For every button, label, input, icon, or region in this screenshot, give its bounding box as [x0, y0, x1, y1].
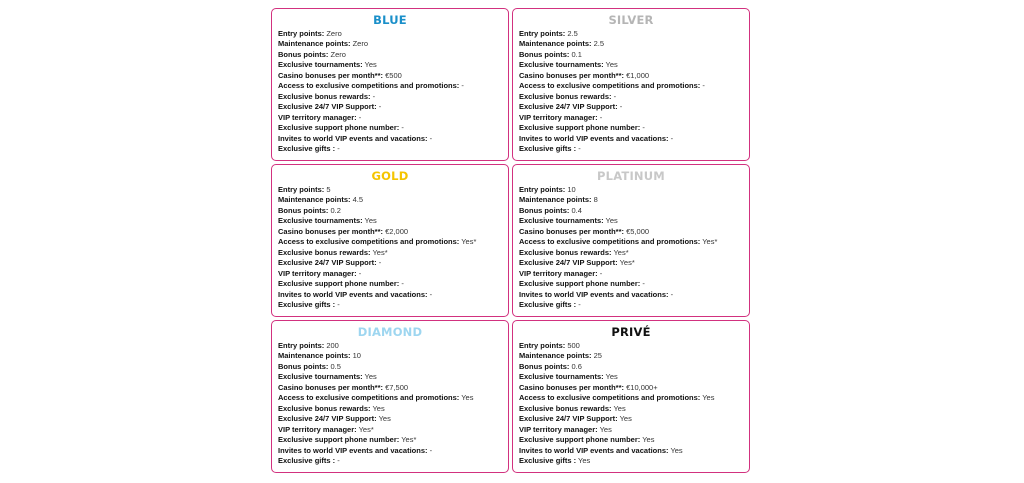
feature-value: -	[640, 279, 645, 289]
feature-label: Maintenance points:	[278, 195, 351, 205]
tier-features	[519, 29, 743, 154]
feature-value: -	[427, 133, 433, 143]
feature-row	[519, 50, 743, 60]
feature-value: -	[700, 81, 705, 91]
feature-row	[519, 269, 743, 279]
feature-value: 0.5	[328, 361, 341, 371]
feature-row	[278, 195, 502, 205]
feature-label: Entry points:	[278, 341, 325, 350]
feature-value: Yes	[576, 455, 591, 465]
feature-value: -	[356, 112, 362, 122]
feature-value: Yes	[370, 403, 385, 413]
feature-value: 0.2	[328, 205, 341, 215]
feature-label: Exclusive support phone number:	[519, 435, 641, 445]
feature-label: Exclusive bonus rewards:	[278, 91, 371, 101]
feature-label: Exclusive gifts :	[278, 455, 336, 465]
tier-features	[278, 185, 502, 310]
feature-row	[519, 81, 743, 91]
feature-label: Entry points:	[278, 29, 325, 38]
feature-row	[278, 123, 502, 133]
feature-label: VIP territory manager:	[278, 268, 357, 278]
feature-value: Yes	[603, 60, 618, 70]
feature-row	[519, 456, 743, 466]
feature-value: -	[459, 81, 464, 91]
feature-value: Yes	[603, 216, 618, 226]
feature-value: -	[597, 112, 603, 122]
feature-value: Yes	[611, 403, 626, 413]
feature-value: Yes*	[700, 237, 718, 247]
vip-tier-grid	[271, 8, 750, 473]
feature-row	[519, 300, 743, 310]
feature-label: Bonus points:	[278, 49, 329, 59]
feature-value: Yes	[640, 435, 655, 445]
feature-row	[278, 134, 502, 144]
feature-label: Exclusive bonus rewards:	[519, 247, 612, 257]
feature-label: Exclusive support phone number:	[278, 279, 400, 289]
tier-card-gold	[271, 164, 509, 317]
feature-row	[278, 248, 502, 258]
feature-label: Exclusive support phone number:	[519, 279, 641, 289]
feature-row	[278, 383, 502, 393]
feature-row	[519, 237, 743, 247]
feature-label: Casino bonuses per month**:	[519, 382, 625, 392]
feature-label: Maintenance points:	[278, 39, 351, 49]
feature-value: 8	[591, 195, 598, 205]
feature-row	[519, 351, 743, 361]
feature-row	[519, 113, 743, 123]
feature-label: Invites to world VIP events and vacations:	[519, 133, 669, 143]
feature-row	[519, 372, 743, 382]
feature-label: Invites to world VIP events and vacations:	[519, 445, 669, 455]
tier-title: PRIVÉ	[611, 325, 651, 339]
feature-label: Entry points:	[278, 185, 325, 194]
feature-value: 0.6	[569, 361, 582, 371]
feature-label: Exclusive tournaments:	[278, 216, 363, 226]
feature-value: Yes*	[617, 258, 635, 268]
feature-row	[278, 216, 502, 226]
feature-row	[278, 81, 502, 91]
feature-label: Bonus points:	[278, 361, 329, 371]
tier-title: PLATINUM	[597, 169, 665, 183]
feature-label: Exclusive tournaments:	[519, 60, 604, 70]
feature-value: -	[376, 102, 382, 112]
feature-label: Access to exclusive competitions and promotions:	[519, 81, 701, 91]
feature-label: Access to exclusive competitions and promotions:	[278, 393, 460, 403]
feature-label: Entry points:	[519, 185, 566, 194]
feature-row	[278, 300, 502, 310]
feature-value: -	[597, 268, 603, 278]
feature-value: Yes	[700, 393, 715, 403]
feature-value: 25	[591, 351, 602, 361]
feature-value: Yes	[617, 414, 632, 424]
feature-label: Exclusive bonus rewards:	[519, 403, 612, 413]
feature-value: €10,000+	[624, 382, 658, 392]
feature-row	[278, 456, 502, 466]
feature-label: Exclusive bonus rewards:	[278, 403, 371, 413]
feature-label: Bonus points:	[278, 205, 329, 215]
feature-row	[519, 206, 743, 216]
feature-row	[278, 446, 502, 456]
feature-label: Exclusive bonus rewards:	[519, 91, 612, 101]
feature-label: Exclusive 24/7 VIP Support:	[519, 102, 618, 112]
feature-label: Exclusive gifts :	[278, 143, 336, 153]
feature-label: Invites to world VIP events and vacations:	[278, 289, 428, 299]
feature-label: Exclusive tournaments:	[519, 216, 604, 226]
feature-row	[278, 227, 502, 237]
feature-label: Maintenance points:	[278, 351, 351, 361]
feature-label: Exclusive 24/7 VIP Support:	[519, 258, 618, 268]
feature-label: Exclusive tournaments:	[519, 372, 604, 382]
feature-value: €500	[383, 70, 402, 80]
tier-card-blue	[271, 8, 509, 161]
feature-row	[278, 279, 502, 289]
feature-label: Exclusive gifts :	[519, 143, 577, 153]
feature-value: -	[617, 102, 623, 112]
feature-row	[519, 258, 743, 268]
feature-value: -	[576, 299, 581, 309]
feature-row	[278, 290, 502, 300]
feature-value: -	[335, 299, 340, 309]
feature-label: Bonus points:	[519, 361, 570, 371]
feature-label: Access to exclusive competitions and promotions:	[519, 237, 701, 247]
feature-label: Maintenance points:	[519, 351, 592, 361]
feature-value: 4.5	[350, 195, 364, 205]
feature-value: 5	[324, 185, 331, 194]
feature-value: Zero	[328, 49, 346, 59]
feature-label: Casino bonuses per month**:	[278, 382, 384, 392]
feature-value: Yes*	[370, 247, 388, 257]
feature-label: Exclusive 24/7 VIP Support:	[519, 414, 618, 424]
feature-label: Maintenance points:	[519, 195, 592, 205]
feature-value: -	[335, 455, 340, 465]
feature-row	[519, 435, 743, 445]
feature-value: 10	[350, 351, 361, 361]
feature-label: VIP territory manager:	[278, 424, 357, 434]
feature-value: 200	[324, 341, 339, 350]
feature-value: Zero	[350, 39, 369, 49]
feature-value: €7,500	[383, 382, 409, 392]
feature-label: Exclusive 24/7 VIP Support:	[278, 414, 377, 424]
feature-value: -	[611, 91, 617, 101]
feature-label: Entry points:	[519, 29, 566, 38]
feature-label: Casino bonuses per month**:	[278, 226, 384, 236]
feature-row	[278, 341, 502, 351]
feature-label: Access to exclusive competitions and promotions:	[278, 81, 460, 91]
feature-label: Casino bonuses per month**:	[519, 226, 625, 236]
feature-row	[278, 258, 502, 268]
feature-row	[519, 446, 743, 456]
feature-row	[278, 29, 502, 39]
feature-value: 500	[565, 341, 580, 350]
feature-value: 10	[565, 185, 576, 194]
feature-row	[519, 279, 743, 289]
feature-value: Yes	[362, 372, 377, 382]
feature-row	[519, 425, 743, 435]
feature-row	[278, 372, 502, 382]
feature-label: Exclusive support phone number:	[278, 435, 400, 445]
feature-value: Yes	[376, 414, 391, 424]
feature-value: €2,000	[383, 226, 409, 236]
feature-value: Yes*	[459, 237, 477, 247]
tier-features	[519, 341, 743, 466]
feature-value: -	[668, 289, 674, 299]
feature-value: Zero	[324, 29, 342, 38]
feature-value: -	[356, 268, 362, 278]
feature-value: -	[640, 123, 645, 133]
feature-row	[278, 185, 502, 195]
feature-label: Exclusive gifts :	[519, 299, 577, 309]
feature-row	[519, 195, 743, 205]
feature-value: -	[576, 143, 581, 153]
feature-label: Entry points:	[519, 341, 566, 350]
feature-value: -	[399, 123, 404, 133]
feature-value: Yes*	[611, 247, 629, 257]
tier-features	[278, 341, 502, 466]
feature-value: 2.5	[591, 39, 605, 49]
feature-label: Bonus points:	[519, 205, 570, 215]
feature-row	[519, 29, 743, 39]
feature-row	[519, 71, 743, 81]
feature-value: -	[335, 143, 340, 153]
feature-label: Casino bonuses per month**:	[519, 70, 625, 80]
feature-row	[278, 102, 502, 112]
feature-label: Exclusive tournaments:	[278, 60, 363, 70]
feature-value: Yes	[603, 372, 618, 382]
feature-value: Yes	[668, 445, 683, 455]
feature-row	[519, 123, 743, 133]
tier-title: BLUE	[373, 13, 407, 27]
feature-value: 0.4	[569, 205, 582, 215]
feature-value: Yes	[362, 216, 377, 226]
tier-features	[278, 29, 502, 154]
feature-row	[278, 269, 502, 279]
feature-label: Access to exclusive competitions and promotions:	[278, 237, 460, 247]
feature-label: Exclusive bonus rewards:	[278, 247, 371, 257]
feature-value: Yes	[459, 393, 474, 403]
feature-row	[278, 206, 502, 216]
feature-value: -	[376, 258, 382, 268]
tier-card-diamond	[271, 320, 509, 473]
feature-row	[278, 351, 502, 361]
tier-card-silver	[512, 8, 750, 161]
feature-row	[278, 435, 502, 445]
feature-value: Yes*	[356, 424, 374, 434]
feature-row	[278, 393, 502, 403]
feature-label: VIP territory manager:	[519, 112, 598, 122]
feature-label: VIP territory manager:	[519, 424, 598, 434]
feature-row	[519, 383, 743, 393]
feature-row	[519, 92, 743, 102]
feature-value: -	[427, 289, 433, 299]
feature-value: -	[427, 445, 433, 455]
feature-row	[519, 185, 743, 195]
feature-row	[278, 362, 502, 372]
feature-row	[519, 248, 743, 258]
feature-label: Invites to world VIP events and vacations:	[278, 445, 428, 455]
feature-label: VIP territory manager:	[519, 268, 598, 278]
feature-value: €5,000	[624, 226, 650, 236]
feature-label: Exclusive gifts :	[519, 455, 577, 465]
feature-label: Invites to world VIP events and vacations:	[519, 289, 669, 299]
feature-row	[278, 60, 502, 70]
feature-value: -	[668, 133, 674, 143]
feature-row	[519, 290, 743, 300]
feature-label: Exclusive 24/7 VIP Support:	[278, 258, 377, 268]
feature-value: -	[370, 91, 376, 101]
feature-row	[278, 50, 502, 60]
feature-row	[519, 362, 743, 372]
feature-label: Bonus points:	[519, 49, 570, 59]
feature-label: Exclusive support phone number:	[519, 123, 641, 133]
feature-row	[278, 144, 502, 154]
feature-row	[519, 341, 743, 351]
feature-row	[278, 92, 502, 102]
feature-label: Exclusive 24/7 VIP Support:	[278, 102, 377, 112]
feature-row	[519, 144, 743, 154]
feature-row	[519, 134, 743, 144]
feature-value: Yes*	[399, 435, 417, 445]
feature-label: Casino bonuses per month**:	[278, 70, 384, 80]
tier-title: DIAMOND	[357, 325, 423, 339]
feature-value: -	[399, 279, 404, 289]
feature-label: VIP territory manager:	[278, 112, 357, 122]
feature-label: Invites to world VIP events and vacations:	[278, 133, 428, 143]
tier-card-platinum	[512, 164, 750, 317]
feature-row	[519, 39, 743, 49]
feature-label: Exclusive gifts :	[278, 299, 336, 309]
feature-row	[278, 113, 502, 123]
feature-row	[519, 414, 743, 424]
feature-row	[278, 425, 502, 435]
feature-row	[278, 404, 502, 414]
feature-row	[519, 60, 743, 70]
feature-row	[519, 404, 743, 414]
feature-label: Exclusive support phone number:	[278, 123, 400, 133]
feature-row	[519, 102, 743, 112]
feature-label: Exclusive tournaments:	[278, 372, 363, 382]
feature-value: €1,000	[624, 70, 650, 80]
feature-value: Yes	[597, 424, 612, 434]
tier-title: SILVER	[608, 13, 654, 27]
feature-value: Yes	[362, 60, 377, 70]
tier-features	[519, 185, 743, 310]
feature-row	[519, 393, 743, 403]
feature-label: Maintenance points:	[519, 39, 592, 49]
feature-row	[278, 39, 502, 49]
feature-value: 2.5	[565, 29, 578, 38]
tier-card-prive	[512, 320, 750, 473]
feature-value: 0.1	[569, 49, 582, 59]
feature-row	[278, 414, 502, 424]
feature-row	[278, 237, 502, 247]
feature-row	[278, 71, 502, 81]
feature-row	[519, 216, 743, 226]
tier-title: GOLD	[371, 169, 409, 183]
feature-row	[519, 227, 743, 237]
feature-label: Access to exclusive competitions and promotions:	[519, 393, 701, 403]
